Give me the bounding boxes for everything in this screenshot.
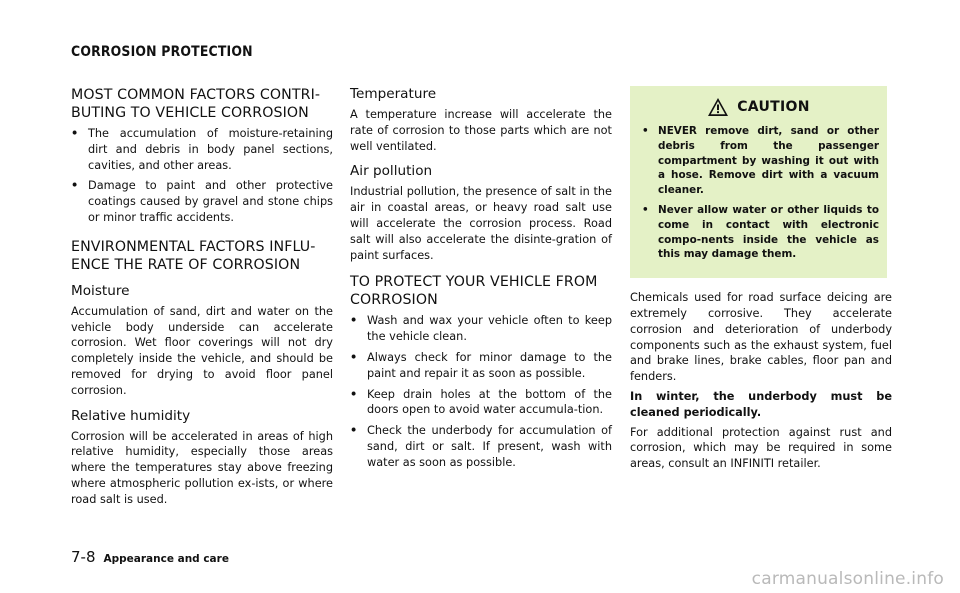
heading-protect: TO PROTECT YOUR VEHICLE FROM CORROSION — [350, 274, 598, 309]
list-item: • Keep drain holes at the bottom of the doors open to avoid water accumula-tion. — [350, 387, 612, 417]
bullet-icon: • — [642, 203, 649, 216]
moisture-text: Accumulation of sand, dirt and water on the vehicle body underside can accelerate corrosion. Wet floor coverings will not dry completely inside the vehicle, and should be removed for drying to avoid floor panel corrosion. — [71, 304, 333, 397]
page-header-title: CORROSION PROTECTION — [71, 44, 253, 60]
list-item: • Never allow water or other liquids to come in contact with electronic compo-nents inside the vehicle as this may damage them. — [642, 203, 879, 261]
air-pollution-text: Industrial pollution, the presence of salt in the air in coastal areas, or heavy road salt use will accelerate the corrosion process. Road salt will also accelerate the disinte-gration of paint surfaces. — [350, 185, 612, 262]
additional-text: For additional protection against rust and corrosion, which may be required in some areas, consult an INFINITI retailer. — [630, 425, 892, 471]
column-3 — [630, 86, 892, 476]
caution-box — [630, 86, 887, 278]
heading-temperature: Temperature — [350, 86, 437, 102]
footer-section-title: Appearance and care — [103, 553, 229, 565]
list-item: • Wash and wax your vehicle often to keep the vehicle clean. — [350, 314, 612, 344]
humidity-text: Corrosion will be accelerated in areas of high relative humidity, especially those areas where the temperatures stay above freezing where atmospheric pollution ex-ists, or where road salt is used. — [71, 429, 333, 506]
caution-list — [638, 124, 879, 262]
bullet-icon: • — [71, 127, 79, 140]
bullet-icon: • — [350, 314, 358, 328]
page-footer — [71, 548, 229, 566]
heading-environment: ENVIRONMENTAL FACTORS INFLU- ENCE THE RATE OF CORROSION — [71, 238, 316, 273]
bullet-icon: • — [71, 179, 79, 193]
bullet-icon: • — [350, 350, 358, 364]
heading-air-pollution: Air pollution — [350, 163, 433, 180]
list-item: • Check the underbody for accumulation of sand, dirt or salt. If present, wash with water as soon as possible. — [350, 424, 612, 469]
list-item: • NEVER remove dirt, sand or other debris from the passenger compartment by washing it out with a hose. Remove dirt with a vacuum cleaner. — [642, 125, 879, 197]
heading-humidity: Relative humidity — [71, 407, 191, 424]
column-1 — [71, 86, 333, 512]
caution-header — [638, 94, 879, 120]
bullet-icon: • — [350, 387, 358, 401]
heading-moisture: Moisture — [71, 282, 130, 299]
bullet-icon: • — [350, 424, 358, 438]
protect-list — [350, 313, 612, 470]
list-item: • Always check for minor damage to the paint and repair it as soon as possible. — [350, 350, 612, 380]
temperature-text: A temperature increase will accelerate the rate of corrosion to those parts which are not well ventilated. — [350, 108, 612, 153]
column-2 — [350, 86, 612, 477]
watermark: carmanualsonline.info — [751, 569, 944, 589]
bullet-icon: • — [642, 125, 649, 137]
winter-text: In winter, the underbody must be cleaned periodically. — [630, 389, 892, 419]
heading-factors: MOST COMMON FACTORS CONTRI- BUTING TO VEHICLE CORROSION — [71, 87, 321, 121]
page-number: 7-8 — [71, 548, 96, 566]
chemicals-text: Chemicals used for road surface deicing are extremely corrosive. They accelerate corrosion and deterioration of underbody components such as the exhaust system, fuel and brake lines, brake cables, floor pan and fenders. — [630, 291, 892, 384]
factors-list — [71, 126, 333, 226]
list-item: • The accumulation of moisture-retaining dirt and debris in body panel sections, cavities, and other areas. — [71, 127, 333, 172]
caution-title: CAUTION — [737, 99, 810, 115]
warning-triangle-icon — [707, 97, 729, 117]
list-item: • Damage to paint and other protective coatings caused by gravel and stone chips or minor traffic accidents. — [71, 179, 333, 224]
